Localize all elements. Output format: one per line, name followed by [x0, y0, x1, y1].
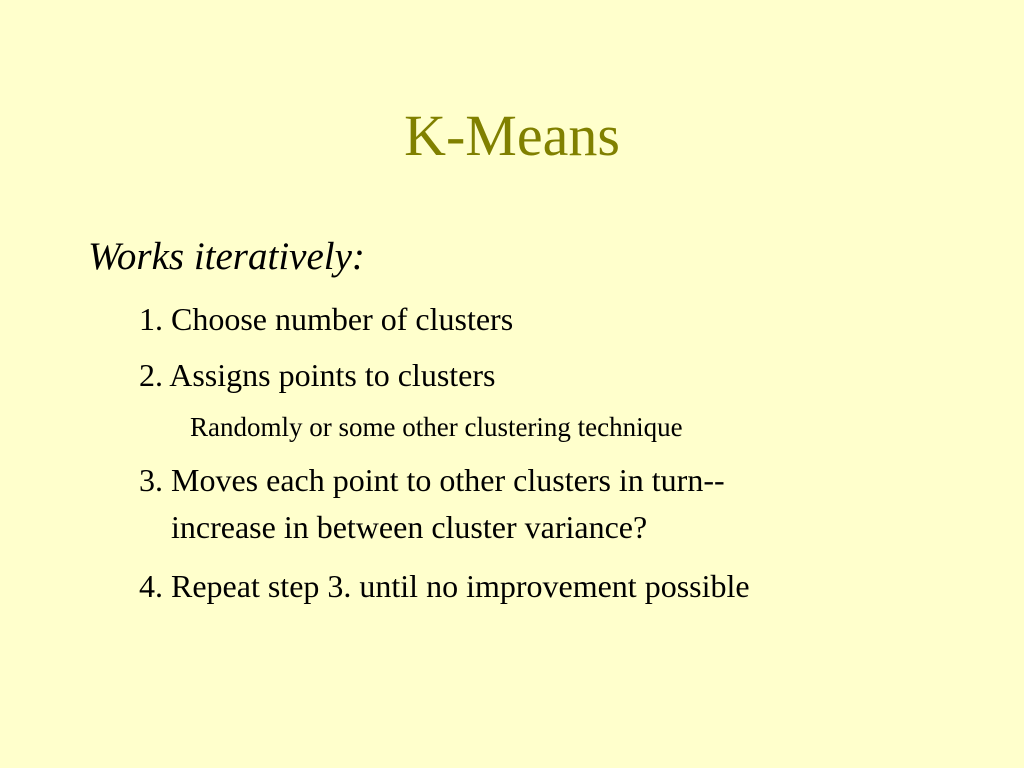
step-3-continuation: increase in between cluster variance? [171, 509, 648, 545]
works-iteratively-heading: Works iteratively: [88, 235, 365, 278]
slide-title: K-Means [404, 103, 620, 168]
step-2: 2. Assigns points to clusters [139, 357, 496, 393]
step-3: 3. Moves each point to other clusters in turn-- [139, 462, 725, 498]
step-4: 4. Repeat step 3. until no improvement possible [139, 568, 750, 604]
step-2-subpoint: Randomly or some other clustering technique [190, 412, 683, 442]
step-1: 1. Choose number of clusters [139, 301, 514, 337]
